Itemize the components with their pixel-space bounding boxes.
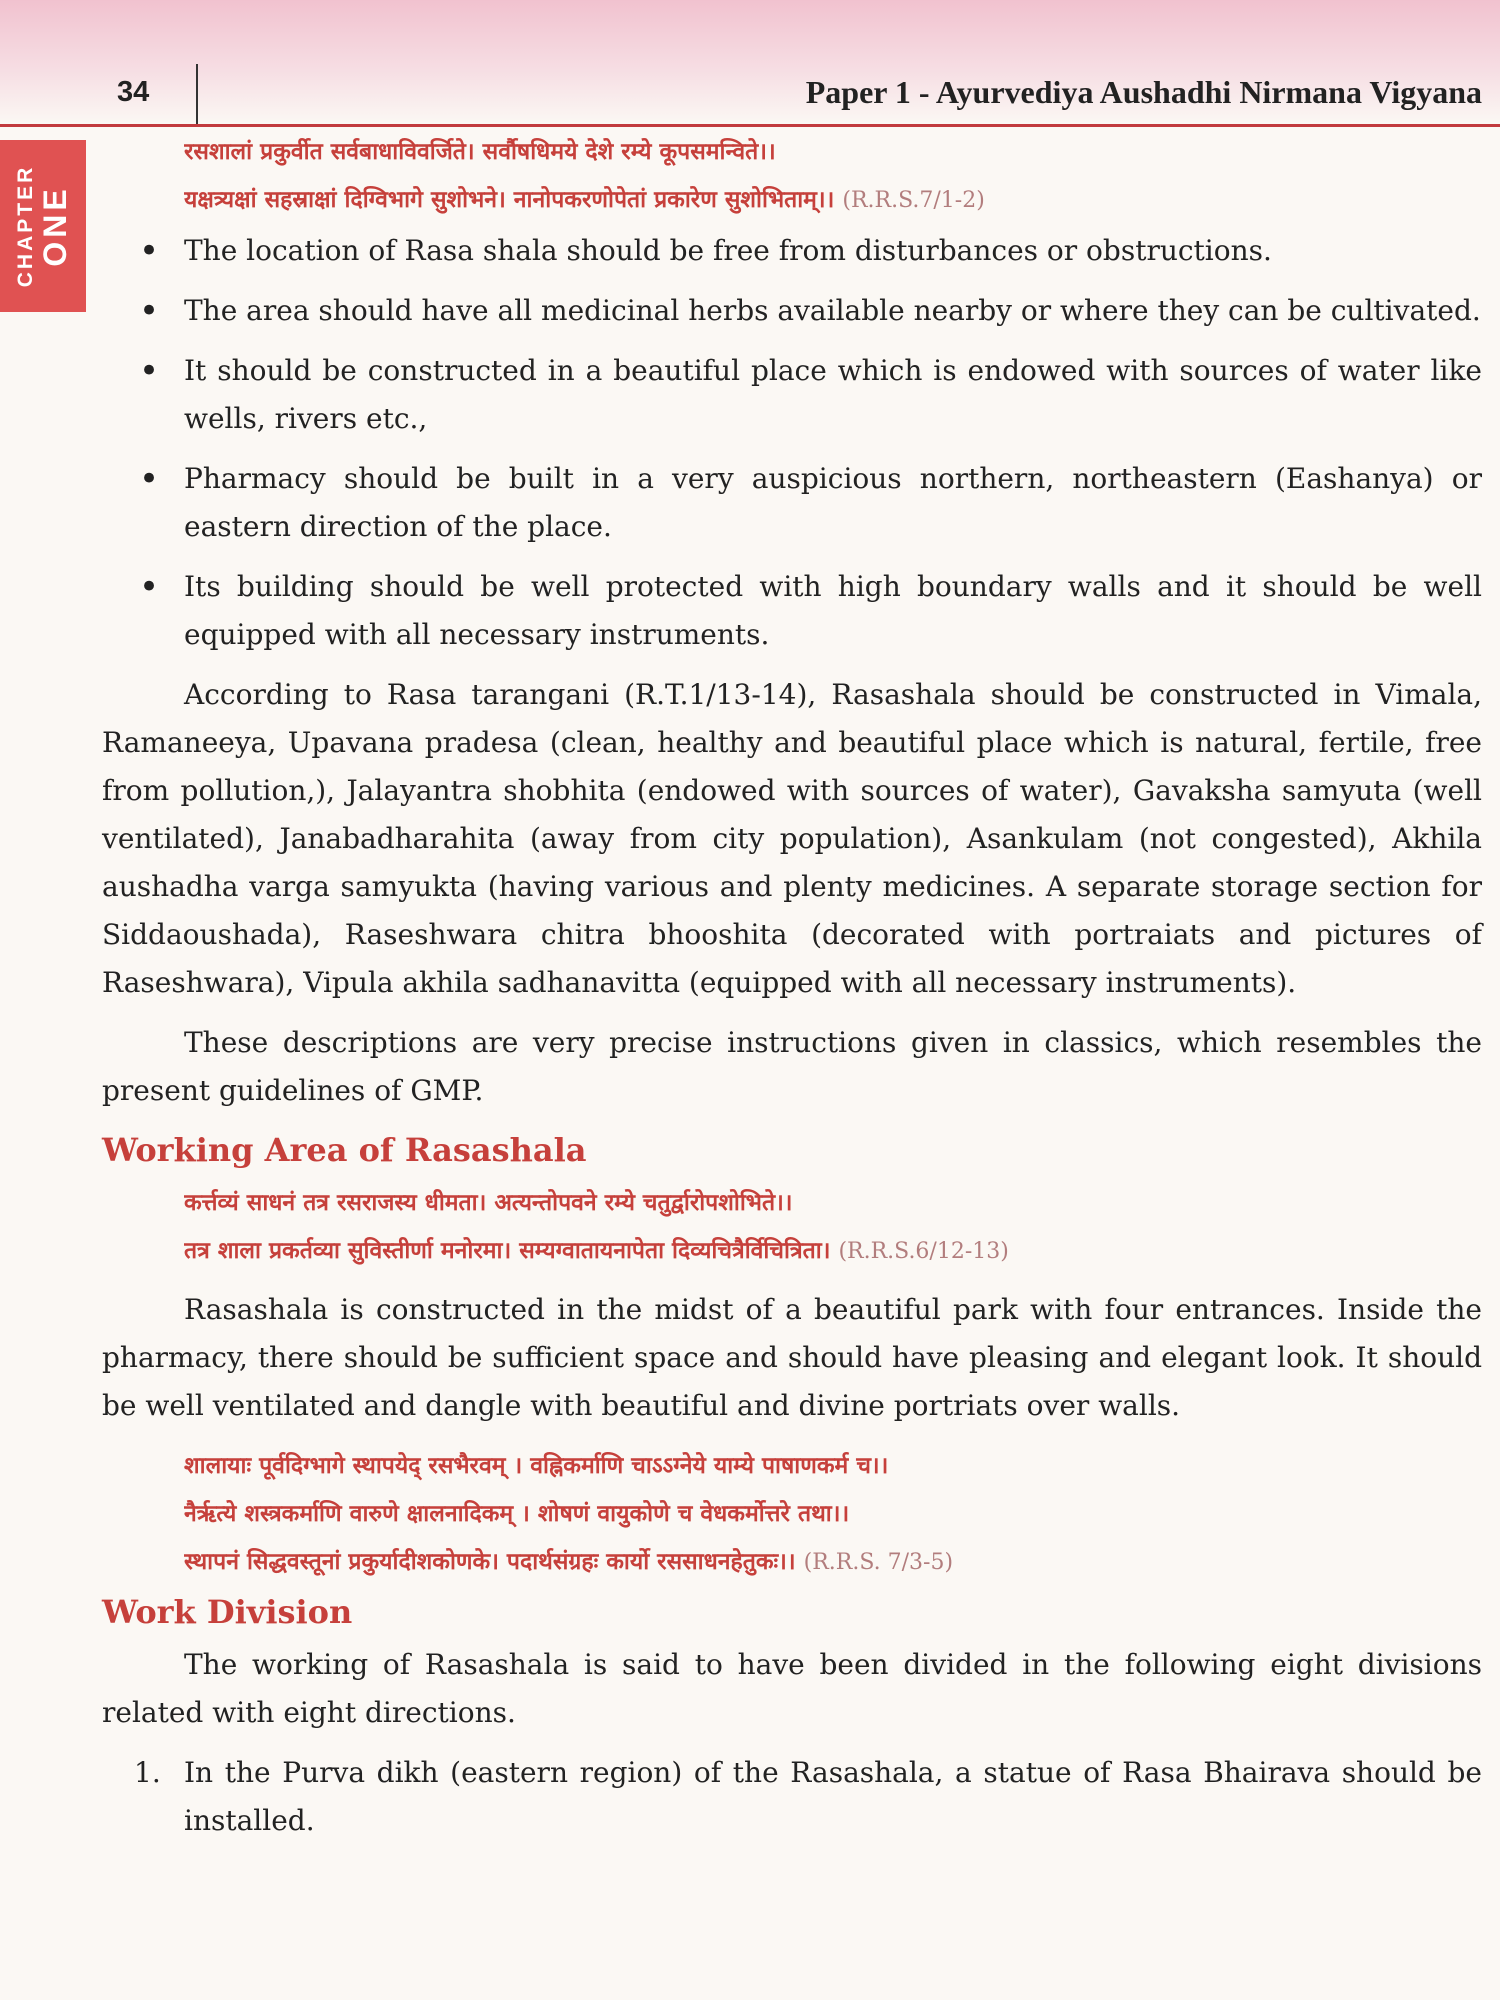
verse-reference: (R.R.S.6/12-13) — [838, 1239, 1009, 1264]
header-rule — [0, 124, 1500, 127]
bullet-item: • It should be constructed in a beautiful place which is endowed with sources of water like wells, rivers etc., — [184, 347, 1482, 443]
numbered-list — [102, 1749, 1482, 1845]
header-divider — [196, 64, 198, 124]
verse-reference: (R.R.S.7/1-2) — [842, 188, 985, 213]
numbered-item — [134, 1749, 1482, 1845]
chapter-tab — [0, 140, 86, 312]
sanskrit-verse-3 — [102, 1442, 1482, 1587]
verse-text: यक्षत्र्यक्षां सहस्राक्षां दिग्विभागे सुशोभने। नानोपकरणोपेतां प्रकारेण सुशोभिताम्।। — [184, 186, 835, 213]
verse-line: नैर्ऋत्ये शस्त्रकर्माणि वारुणे क्षालनादिकम् । शोषणं वायुकोणे च वेधकर्मोत्तरे तथा।। — [184, 1500, 850, 1527]
bullet-item: • The location of Rasa shala should be free from disturbances or obstructions. — [184, 227, 1482, 275]
verse-reference: (R.R.S. 7/3-5) — [803, 1550, 954, 1575]
bullet-item: • Pharmacy should be built in a very auspicious northern, northeastern (Eashanya) or eastern direction of the place. — [184, 455, 1482, 551]
paragraph-work-division: The working of Rasashala is said to have been divided in the following eight divisions related with eight directions. — [102, 1648, 1482, 1729]
verse-text: स्थापनं सिद्धवस्तूनां प्रकुर्यादीशकोणके। पदार्थसंग्रहः कार्यो रससाधनहेतुकः।। — [184, 1548, 796, 1575]
chapter-label: CHAPTER — [14, 164, 37, 288]
chapter-number: ONE — [37, 185, 73, 267]
page-number: 34 — [117, 76, 150, 108]
bullet-item: • The area should have all medicinal herbs available nearby or where they can be cultivated. — [184, 287, 1482, 335]
verse-line — [184, 176, 1482, 225]
item-text: In the Purva dikh (eastern region) of the Rasashala, a statue of Rasa Bhairava should be installed. — [184, 1756, 1482, 1837]
verse-line: शालायाः पूर्वदिग्भागे स्थापयेद् रसभैरवम् । वह्निकर्माणि चाऽऽग्नेये याम्ये पाषाणकर्म च।। — [184, 1452, 889, 1479]
sanskrit-verse-1 — [102, 128, 1482, 225]
verse-line: कर्त्तव्यं साधनं तत्र रसराजस्य धीमता। अत्यन्तोपवने रम्ये चतुर्द्वारोपशोभिते।। — [184, 1189, 793, 1216]
item-number: 1. — [134, 1756, 161, 1789]
paragraph-rasashala-park: Rasashala is constructed in the midst of a beautiful park with four entrances. Inside the pharmacy, there should be sufficient space and should have pleasing and elegant look. It should be well ventilated and dangle with beautiful and divine portriats over walls. — [102, 1293, 1482, 1422]
verse-line — [184, 1227, 1482, 1276]
chapter-tab-text — [15, 165, 71, 288]
verse-text: तत्र शाला प्रकर्तव्या सुविस्तीर्णा मनोरमा। सम्यग्वातायनापेता दिव्यचित्रैर्विचित्रिता। — [184, 1237, 831, 1264]
page-content — [102, 128, 1482, 1845]
bullet-item: • Its building should be well protected with high boundary walls and it should be well equipped with all necessary instruments. — [184, 563, 1482, 659]
paragraph-gmp: These descriptions are very precise instructions given in classics, which resembles the present guidelines of GMP. — [102, 1026, 1482, 1107]
verse-line: रसशालां प्रकुर्वीत सर्वबाधाविवर्जिते। सर्वौषधिमये देशे रम्ये कूपसमन्विते।। — [184, 138, 776, 165]
bullet-list — [102, 227, 1482, 659]
section-heading-work-division: Work Division — [102, 1593, 353, 1631]
running-header-title: Paper 1 - Ayurvediya Aushadhi Nirmana Vigyana — [805, 74, 1482, 110]
section-heading-working-area: Working Area of Rasashala — [102, 1131, 587, 1169]
verse-line — [184, 1538, 1482, 1587]
sanskrit-verse-2 — [102, 1179, 1482, 1276]
paragraph-rasa-tarangani: According to Rasa tarangani (R.T.1/13-14), Rasashala should be constructed in Vimala, Ramaneeya, Upavana pradesa (clean, healthy and beautiful place which is natural, fertile, free from pollution,), Jalayantra shobhita (endowed with sources of water), Gavaksha samyuta (well ventilated), Janabadharahita (away from city population), Asankulam (not congested), Akhila aushadha varga samyukta (having various and plenty medicines. A separate storage section for Siddaoushada), Raseshwara chitra bhooshita (decorated with portraiats and pictures of Raseshwara), Vipula akhila sadhanavitta (equipped with all necessary instruments). — [102, 678, 1482, 999]
